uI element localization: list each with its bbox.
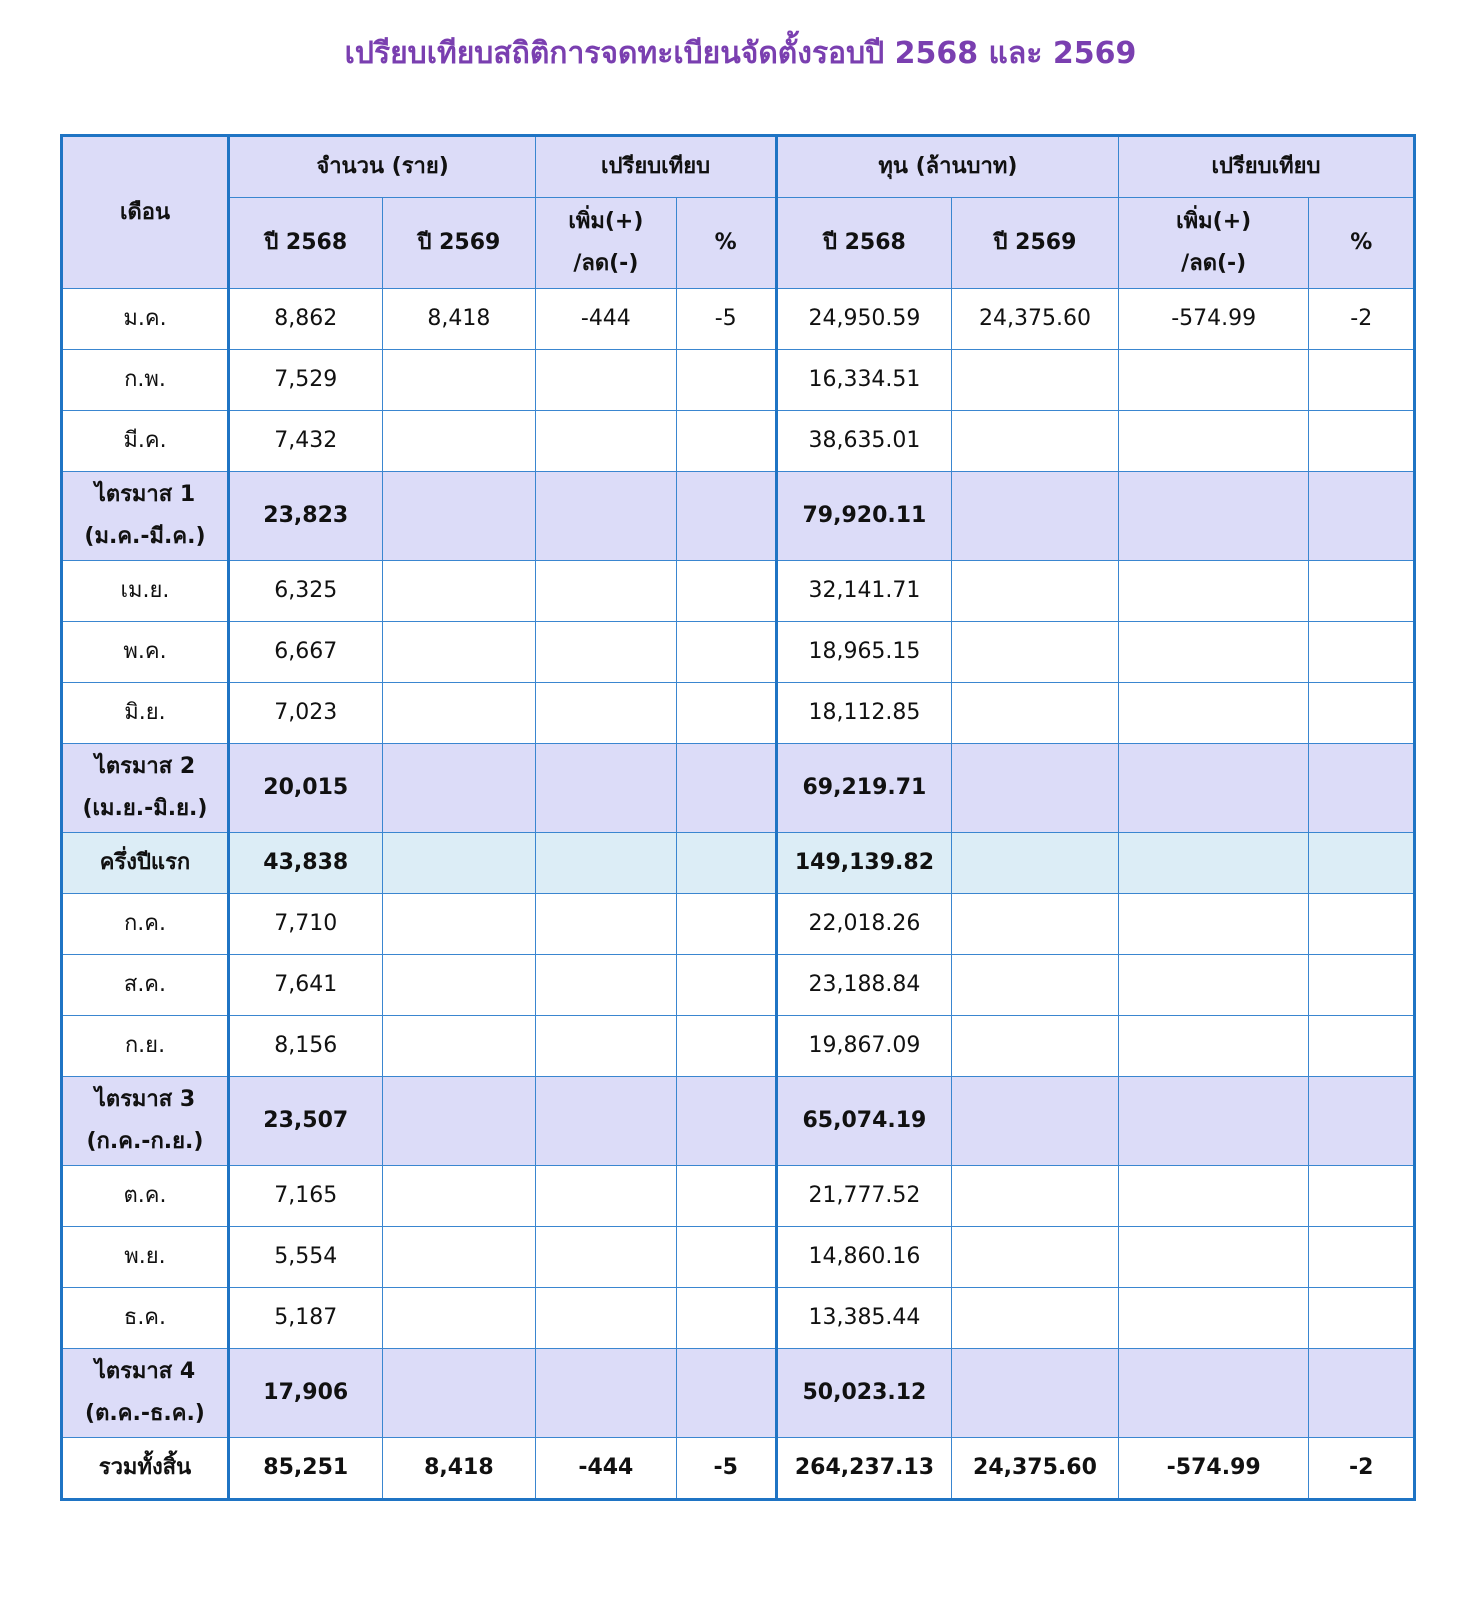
header-capital-group: ทุน (ล้านบาท) [776,136,1118,198]
row-label-text: มี.ค. [123,428,167,454]
cell-cap-change [1118,1166,1308,1227]
cell-cap-2568: 18,112.85 [776,683,951,744]
cell-cap-2569 [952,472,1119,561]
cell-count-pct [676,472,776,561]
cell-count-change [536,683,676,744]
row-label-text: มิ.ย. [124,700,166,726]
row-label-range: (ก.ค.-ก.ย.) [86,1129,204,1154]
half-year-row [62,833,1415,894]
row-label [62,472,229,561]
cell-count-pct [676,1166,776,1227]
cell-cap-2568: 149,139.82 [776,833,951,894]
header-capital-percent: % [1309,198,1415,289]
cell-count-pct [676,561,776,622]
row-label-text: ไตรมาส 4 [94,1359,196,1385]
row-label [62,1438,229,1500]
header-count-2568: ปี 2568 [228,198,382,289]
row-label-range: (เม.ย.-มิ.ย.) [82,796,208,821]
header-change-line1: เพิ่ม(+) [568,209,644,235]
header-count-percent: % [676,198,776,289]
row-label-text: ต.ค. [123,1183,167,1209]
cell-count-2569: 8,418 [382,289,536,350]
cell-cap-change [1118,350,1308,411]
cell-cap-pct [1309,561,1415,622]
cell-cap-2568: 38,635.01 [776,411,951,472]
cell-cap-change [1118,955,1308,1016]
cell-count-change [536,411,676,472]
cell-cap-2569 [952,744,1119,833]
cell-cap-change [1118,833,1308,894]
cell-count-pct: -5 [676,289,776,350]
header-change-line2: /ลด(-) [573,251,639,276]
cell-count-2569 [382,1227,536,1288]
cell-count-2569 [382,744,536,833]
cell-count-2568: 20,015 [228,744,382,833]
row-label-text: ธ.ค. [123,1305,167,1331]
row-label-range: (ม.ค.-มี.ค.) [84,524,206,549]
row-label [62,411,229,472]
cell-cap-pct: -2 [1309,1438,1415,1500]
cell-count-pct [676,1077,776,1166]
cell-count-change [536,1016,676,1077]
cell-cap-2569 [952,1166,1119,1227]
cell-count-pct [676,411,776,472]
cell-cap-change [1118,1077,1308,1166]
cell-cap-change [1118,561,1308,622]
quarter-row [62,472,1415,561]
cell-count-2569 [382,1077,536,1166]
row-label-text: ไตรมาส 3 [94,1087,196,1113]
row-label [62,1288,229,1349]
cell-count-2569 [382,1288,536,1349]
month-row [62,1227,1415,1288]
row-label [62,744,229,833]
cell-count-2568: 5,554 [228,1227,382,1288]
row-label [62,955,229,1016]
cell-cap-pct: -2 [1309,289,1415,350]
month-row [62,1166,1415,1227]
cell-count-2569 [382,1166,536,1227]
cell-cap-pct [1309,1077,1415,1166]
cell-count-2569 [382,833,536,894]
header-change-line1: เพิ่ม(+) [1176,209,1252,235]
row-label-text: ก.ย. [124,1033,166,1059]
row-label-text: ก.ค. [123,911,166,937]
row-label [62,1077,229,1166]
cell-cap-2569 [952,1349,1119,1438]
cell-count-pct [676,622,776,683]
cell-count-2569 [382,411,536,472]
cell-count-pct [676,1288,776,1349]
row-label-text: ไตรมาส 2 [94,754,196,780]
cell-count-change: -444 [536,1438,676,1500]
cell-count-change [536,350,676,411]
cell-count-2568: 7,710 [228,894,382,955]
row-label-text: พ.ย. [124,1244,166,1270]
header-change-line2: /ลด(-) [1181,251,1247,276]
cell-cap-pct [1309,472,1415,561]
row-label [62,833,229,894]
cell-count-change [536,744,676,833]
month-row [62,1016,1415,1077]
cell-cap-2569 [952,1227,1119,1288]
cell-cap-change [1118,1288,1308,1349]
cell-count-pct [676,1227,776,1288]
header-capital-2569: ปี 2569 [952,198,1119,289]
cell-count-pct [676,955,776,1016]
header-capital-change [1118,198,1308,289]
row-label [62,622,229,683]
row-label [62,894,229,955]
cell-count-2569 [382,894,536,955]
month-row [62,622,1415,683]
cell-cap-2569 [952,955,1119,1016]
row-label-text: ครึ่งปีแรก [99,850,191,876]
cell-cap-2568: 22,018.26 [776,894,951,955]
cell-count-2568: 6,667 [228,622,382,683]
month-row [62,894,1415,955]
cell-count-change [536,472,676,561]
cell-cap-2569 [952,683,1119,744]
cell-cap-2569 [952,350,1119,411]
table-body [62,289,1415,1500]
row-label [62,289,229,350]
cell-cap-pct [1309,1288,1415,1349]
cell-cap-2569 [952,561,1119,622]
cell-count-pct [676,350,776,411]
row-label [62,1016,229,1077]
row-label-text: ไตรมาส 1 [94,482,196,508]
cell-count-change [536,1288,676,1349]
cell-cap-pct [1309,411,1415,472]
header-compare-count: เปรียบเทียบ [536,136,777,198]
cell-cap-pct [1309,955,1415,1016]
cell-cap-change [1118,411,1308,472]
cell-count-2568: 8,862 [228,289,382,350]
cell-cap-2568: 24,950.59 [776,289,951,350]
cell-count-2568: 85,251 [228,1438,382,1500]
cell-cap-2569 [952,622,1119,683]
cell-cap-2568: 264,237.13 [776,1438,951,1500]
cell-count-2569 [382,622,536,683]
cell-cap-pct [1309,1166,1415,1227]
cell-cap-change [1118,744,1308,833]
cell-count-pct [676,894,776,955]
row-label-text: เม.ย. [120,578,170,604]
month-row [62,411,1415,472]
row-label [62,1227,229,1288]
cell-count-2568: 43,838 [228,833,382,894]
cell-cap-pct [1309,1016,1415,1077]
cell-count-2568: 23,507 [228,1077,382,1166]
cell-cap-2569 [952,833,1119,894]
cell-count-pct: -5 [676,1438,776,1500]
cell-cap-2568: 69,219.71 [776,744,951,833]
cell-cap-2568: 14,860.16 [776,1227,951,1288]
header-month: เดือน [62,136,229,289]
cell-cap-2569 [952,894,1119,955]
cell-count-2569 [382,561,536,622]
month-row [62,350,1415,411]
cell-count-2568: 7,529 [228,350,382,411]
month-row [62,955,1415,1016]
cell-count-2569 [382,350,536,411]
row-label-text: ม.ค. [123,306,167,332]
quarter-row [62,744,1415,833]
quarter-row [62,1077,1415,1166]
row-label [62,683,229,744]
row-label-text: รวมทั้งสิ้น [98,1455,192,1481]
row-label-text: พ.ค. [123,639,167,665]
cell-cap-pct [1309,1227,1415,1288]
cell-cap-change [1118,1016,1308,1077]
cell-count-change [536,955,676,1016]
cell-count-2569 [382,1016,536,1077]
quarter-row [62,1349,1415,1438]
cell-cap-change [1118,894,1308,955]
cell-count-2569 [382,683,536,744]
cell-count-2568: 7,023 [228,683,382,744]
cell-cap-2568: 13,385.44 [776,1288,951,1349]
cell-cap-2569 [952,1288,1119,1349]
cell-count-2569 [382,955,536,1016]
cell-count-2568: 23,823 [228,472,382,561]
cell-count-change [536,561,676,622]
cell-cap-change: -574.99 [1118,289,1308,350]
row-label [62,1349,229,1438]
header-row-sub [62,198,1415,289]
cell-count-change [536,1227,676,1288]
page-title: เปรียบเทียบสถิติการจดทะเบียนจัดตั้งรอบปี 2568 และ 2569 [344,36,1137,71]
cell-cap-2568: 32,141.71 [776,561,951,622]
header-count-group: จำนวน (ราย) [228,136,535,198]
cell-count-pct [676,1016,776,1077]
cell-cap-2569 [952,411,1119,472]
cell-cap-change [1118,1227,1308,1288]
cell-count-change [536,1349,676,1438]
row-label [62,561,229,622]
header-count-change [536,198,676,289]
cell-cap-2569: 24,375.60 [952,289,1119,350]
row-label [62,350,229,411]
cell-count-2568: 17,906 [228,1349,382,1438]
cell-count-2568: 7,165 [228,1166,382,1227]
cell-cap-pct [1309,744,1415,833]
total-row [62,1438,1415,1500]
cell-count-2569 [382,472,536,561]
cell-cap-pct [1309,1349,1415,1438]
registration-stats-table [60,134,1416,1501]
cell-cap-change [1118,683,1308,744]
cell-cap-2568: 18,965.15 [776,622,951,683]
cell-count-change: -444 [536,289,676,350]
cell-cap-pct [1309,350,1415,411]
header-compare-capital: เปรียบเทียบ [1118,136,1414,198]
header-capital-2568: ปี 2568 [776,198,951,289]
cell-count-2569: 8,418 [382,1438,536,1500]
cell-cap-2568: 79,920.11 [776,472,951,561]
cell-count-2568: 7,432 [228,411,382,472]
cell-cap-change: -574.99 [1118,1438,1308,1500]
cell-cap-2569: 24,375.60 [952,1438,1119,1500]
cell-cap-pct [1309,683,1415,744]
cell-count-pct [676,1349,776,1438]
month-row [62,683,1415,744]
cell-count-change [536,833,676,894]
cell-count-change [536,894,676,955]
month-row [62,289,1415,350]
header-row-top [62,136,1415,198]
row-label [62,1166,229,1227]
row-label-range: (ต.ค.-ธ.ค.) [85,1401,205,1426]
cell-cap-2568: 65,074.19 [776,1077,951,1166]
cell-count-pct [676,683,776,744]
cell-count-2568: 7,641 [228,955,382,1016]
row-label-text: ส.ค. [123,972,167,998]
cell-cap-change [1118,472,1308,561]
cell-count-change [536,1077,676,1166]
cell-cap-change [1118,1349,1308,1438]
cell-count-2569 [382,1349,536,1438]
cell-count-pct [676,833,776,894]
month-row [62,561,1415,622]
cell-count-change [536,622,676,683]
cell-cap-2568: 19,867.09 [776,1016,951,1077]
cell-cap-2568: 23,188.84 [776,955,951,1016]
header-count-2569: ปี 2569 [382,198,536,289]
cell-cap-2569 [952,1077,1119,1166]
row-label-text: ก.พ. [124,367,166,393]
month-row [62,1288,1415,1349]
cell-cap-pct [1309,894,1415,955]
cell-cap-2568: 21,777.52 [776,1166,951,1227]
cell-cap-pct [1309,622,1415,683]
cell-cap-change [1118,622,1308,683]
cell-count-2568: 5,187 [228,1288,382,1349]
cell-count-change [536,1166,676,1227]
cell-cap-2569 [952,1016,1119,1077]
cell-cap-2568: 16,334.51 [776,350,951,411]
cell-count-2568: 6,325 [228,561,382,622]
cell-count-pct [676,744,776,833]
cell-count-2568: 8,156 [228,1016,382,1077]
cell-cap-pct [1309,833,1415,894]
cell-cap-2568: 50,023.12 [776,1349,951,1438]
